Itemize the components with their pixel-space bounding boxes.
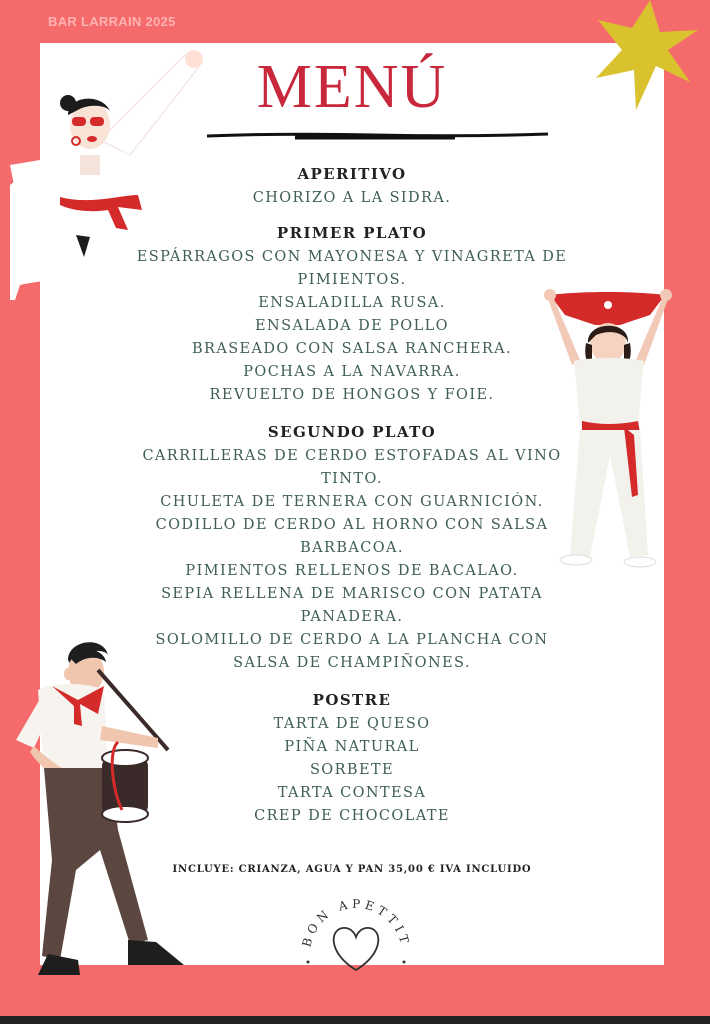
menu-item: ESPÁRRAGOS CON MAYONESA Y VINAGRETA DE PIMIENTOS. — [136, 249, 568, 288]
menu-item: REVUELTO DE HONGOS Y FOIE. — [209, 387, 495, 403]
section-title: SEGUNDO PLATO — [267, 423, 437, 441]
menu-item: ENSALADA DE POLLO — [255, 318, 449, 334]
menu-item: BRASEADO CON SALSA RANCHERA. — [191, 341, 513, 357]
menu-item: CHORIZO A LA SIDRA. — [252, 190, 452, 206]
bottom-bar — [0, 1016, 710, 1024]
menu-item: CARRILLERAS DE CERDO ESTOFADAS AL VINO TINTO. — [142, 448, 562, 487]
seal-text: BON APETTIT — [299, 896, 413, 949]
includes-note: INCLUYE: CRIANZA, AGUA Y PAN 35,00 € IVA INCLUIDO — [172, 864, 532, 875]
drummer-man-illustration — [8, 630, 198, 995]
dancer-woman-illustration — [10, 45, 210, 300]
heart-icon — [334, 928, 379, 970]
section-title: POSTRE — [312, 691, 392, 709]
menu-item: PIÑA NATURAL — [284, 739, 420, 755]
title-underline — [205, 128, 550, 142]
watermark: BAR LARRAIN 2025 — [48, 14, 176, 29]
menu-item: SORBETE — [309, 762, 395, 778]
menu-title: MENÚ — [256, 53, 448, 121]
menu-item: PIMIENTOS RELLENOS DE BACALAO. — [185, 563, 519, 579]
section-title: PRIMER PLATO — [276, 224, 428, 242]
menu-item: CREP DE CHOCOLATE — [254, 808, 450, 824]
menu-item: CODILLO DE CERDO AL HORNO CON SALSA BARBACOA. — [155, 517, 549, 556]
menu-item: TARTA DE QUESO — [273, 716, 431, 732]
bon-apetit-seal — [296, 882, 416, 972]
section-title: APERITIVO — [297, 165, 407, 183]
menu-item: ENSALADILLA RUSA. — [258, 295, 446, 311]
menu-item: SOLOMILLO DE CERDO A LA PLANCHA CON SALSA DE CHAMPIÑONES. — [155, 632, 549, 671]
scarf-woman-illustration — [540, 285, 675, 575]
menu-item: TARTA CONTESA — [277, 785, 427, 801]
menu-item: CHULETA DE TERNERA CON GUARNICIÓN. — [160, 494, 544, 510]
menu-item: POCHAS A LA NAVARRA. — [243, 364, 461, 380]
menu-item: SEPIA RELLENA DE MARISCO CON PATATA PANADERA. — [161, 586, 543, 625]
